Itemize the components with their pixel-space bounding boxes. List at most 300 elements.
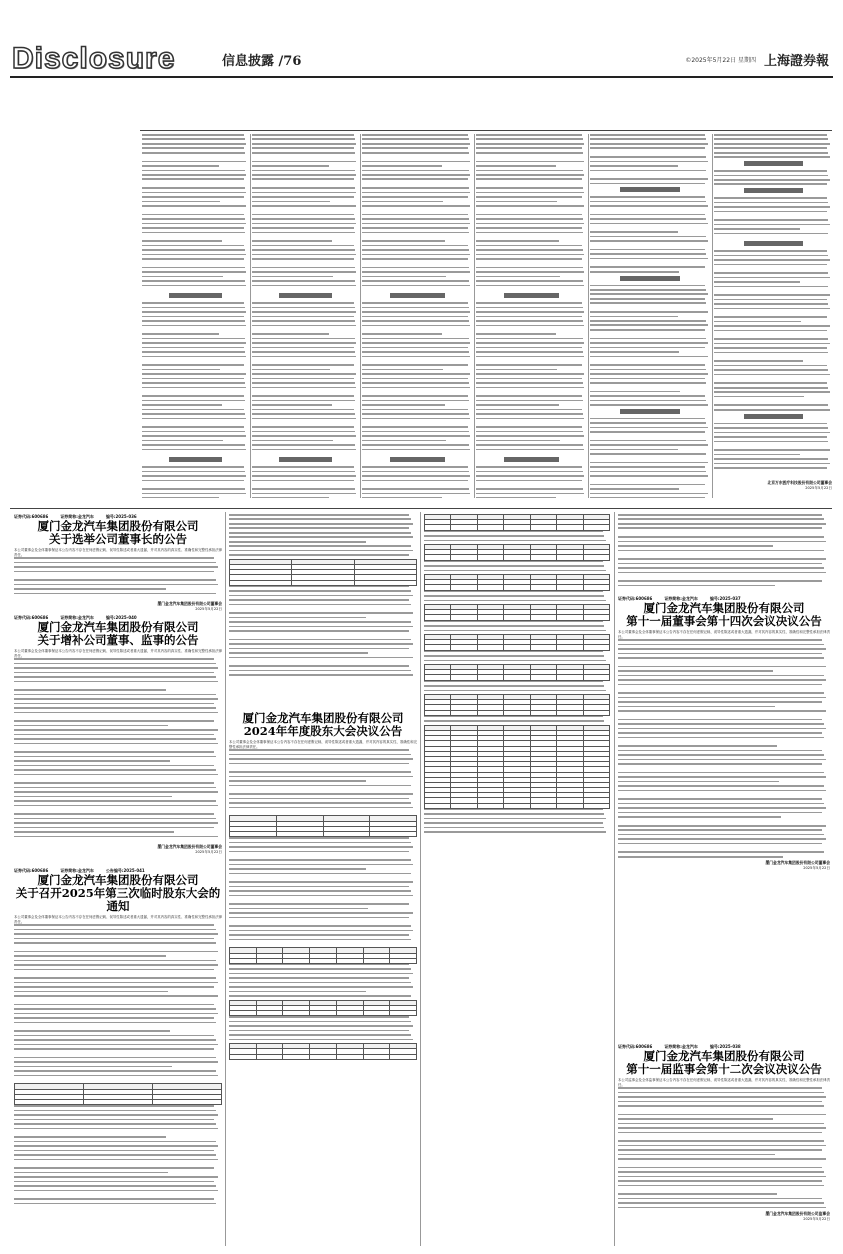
text-line <box>618 776 826 778</box>
ann-title-1: 厦门金龙汽车集团股份有限公司 <box>643 601 805 615</box>
text-line <box>714 458 828 460</box>
text-line <box>14 1203 216 1205</box>
table-row <box>230 831 417 836</box>
text-line <box>618 644 824 646</box>
text-line <box>252 249 355 251</box>
text-line <box>229 912 413 914</box>
table-cell <box>451 525 477 530</box>
text-line <box>362 178 468 180</box>
table-row <box>230 958 417 963</box>
text-line <box>362 351 469 353</box>
announcement-chairman <box>14 514 222 614</box>
text-line <box>362 307 469 309</box>
text-line <box>476 311 584 313</box>
text-line <box>229 908 368 910</box>
text-line <box>714 294 830 296</box>
text-line <box>424 540 606 542</box>
text-line <box>590 253 706 255</box>
sub-heading-bar <box>620 409 680 414</box>
text-line <box>590 493 708 495</box>
sub-heading-bar <box>279 293 332 298</box>
table-row <box>425 615 610 620</box>
colB-top-text <box>229 514 417 710</box>
text-line <box>590 320 706 322</box>
table-cell <box>583 525 609 530</box>
text-line <box>252 320 355 322</box>
ann-body <box>618 1087 830 1208</box>
text-line <box>714 179 830 181</box>
table-cell <box>530 525 556 530</box>
table-cell <box>283 1054 310 1059</box>
text-line <box>618 1096 826 1098</box>
text-line <box>14 566 218 568</box>
text-line <box>590 373 708 375</box>
text-line <box>476 223 584 225</box>
text-line <box>590 418 705 420</box>
text-line <box>476 382 583 384</box>
voting-table <box>424 574 610 591</box>
vsep <box>420 512 421 1246</box>
text-line <box>142 147 244 149</box>
text-line <box>424 827 604 829</box>
text-line <box>618 639 822 641</box>
text-line <box>476 143 584 145</box>
sub-heading-bar <box>504 293 559 298</box>
text-line <box>252 497 329 498</box>
text-line <box>590 324 708 326</box>
table-cell <box>336 1011 363 1016</box>
text-line <box>229 780 366 782</box>
text-line <box>142 493 246 495</box>
text-line <box>142 276 223 278</box>
text-line <box>590 311 708 313</box>
announcement-egm-notice <box>14 868 222 1246</box>
text-line <box>618 1127 826 1129</box>
text-line <box>142 400 245 402</box>
text-line <box>229 518 411 520</box>
text-line <box>590 449 678 451</box>
vsep <box>250 134 251 498</box>
text-line <box>14 1150 214 1152</box>
text-line <box>14 658 214 660</box>
text-line <box>252 178 354 180</box>
text-line <box>14 769 216 771</box>
text-line <box>424 809 603 811</box>
text-line <box>252 271 356 273</box>
text-line <box>618 1167 822 1169</box>
upper-sig-org: 北京万东医疗科技股份有限公司董事会 <box>767 480 832 485</box>
text-line <box>476 333 556 335</box>
text-line <box>229 630 409 632</box>
text-line <box>252 356 356 358</box>
text-line <box>476 369 557 371</box>
text-line <box>476 258 582 260</box>
ann-title-2: 2024年年度股东大会决议公告 <box>243 724 403 738</box>
voting-table <box>229 815 417 837</box>
text-line <box>362 404 445 406</box>
text-line <box>14 991 168 993</box>
text-line <box>590 316 678 318</box>
text-line <box>714 352 828 354</box>
table-row <box>425 525 610 530</box>
voting-table <box>424 604 610 621</box>
text-line <box>362 356 470 358</box>
text-line <box>229 793 413 795</box>
text-line <box>229 925 411 927</box>
text-line <box>362 245 468 247</box>
text-line <box>252 245 354 247</box>
text-line <box>424 813 604 815</box>
text-line <box>590 298 705 300</box>
text-line <box>590 196 705 198</box>
text-line <box>714 308 830 310</box>
text-line <box>14 836 218 838</box>
table-cell <box>425 555 451 560</box>
text-line <box>362 426 468 428</box>
text-line <box>590 329 705 331</box>
text-line <box>618 1118 773 1120</box>
text-line <box>362 285 470 287</box>
text-line <box>590 471 706 473</box>
text-line <box>714 259 830 261</box>
text-line <box>714 170 827 172</box>
table-cell <box>336 1054 363 1059</box>
text-line <box>714 224 830 226</box>
text-line <box>142 413 245 415</box>
text-line <box>714 382 827 384</box>
text-line <box>476 373 584 375</box>
table-cell <box>283 1011 310 1016</box>
table-cell <box>557 585 583 590</box>
text-line <box>476 404 559 406</box>
text-line <box>618 843 822 845</box>
ann-title-2: 第十一届监事会第十二次会议决议公告 <box>626 1062 822 1076</box>
text-line <box>229 621 411 623</box>
text-line <box>142 192 246 194</box>
text-line <box>142 480 244 482</box>
text-line <box>14 933 218 935</box>
text-line <box>714 347 827 349</box>
text-line <box>362 378 468 380</box>
upper-col-6 <box>714 134 832 474</box>
vsep <box>474 134 475 498</box>
text-line <box>229 868 366 870</box>
upper-col-3 <box>362 134 472 498</box>
text-line <box>590 143 708 145</box>
text-line <box>476 174 584 176</box>
text-line <box>142 378 244 380</box>
text-line <box>476 205 584 207</box>
text-line <box>14 818 216 820</box>
ann-title-1: 厦门金龙汽车集团股份有限公司 <box>242 712 404 725</box>
text-line <box>476 316 582 318</box>
text-line <box>424 660 606 662</box>
text-line <box>142 409 244 411</box>
ann-sig: 厦门金龙汽车集团股份有限公司董事会 <box>157 601 222 607</box>
text-line <box>252 466 354 468</box>
text-line <box>14 1176 218 1178</box>
text-line <box>14 986 214 988</box>
text-line <box>14 676 216 678</box>
text-line <box>14 1145 218 1147</box>
text-line <box>142 174 246 176</box>
text-line <box>590 214 705 216</box>
text-line <box>229 541 366 543</box>
text-line <box>424 818 606 820</box>
table-cell <box>530 585 556 590</box>
text-line <box>714 286 828 288</box>
table-cell <box>557 525 583 530</box>
text-line <box>590 431 705 433</box>
section-title: 信息披露 /76 <box>222 54 302 69</box>
header-rule <box>10 76 833 78</box>
ann-body <box>618 639 830 857</box>
text-line <box>618 812 822 814</box>
text-line <box>14 787 216 789</box>
text-line <box>229 595 413 597</box>
table-row <box>230 1054 417 1059</box>
text-line <box>229 977 409 979</box>
text-line <box>590 427 708 429</box>
text-line <box>618 838 826 840</box>
text-line <box>14 805 218 807</box>
text-line <box>618 1145 826 1147</box>
text-line <box>362 170 469 172</box>
table-cell <box>583 675 609 680</box>
table-cell <box>230 580 292 585</box>
text-line <box>476 444 583 446</box>
text-line <box>229 807 413 809</box>
text-line <box>362 205 470 207</box>
sub-heading-bar <box>620 276 680 281</box>
text-line <box>229 939 411 941</box>
text-line <box>229 523 413 525</box>
text-line <box>142 240 222 242</box>
text-line <box>590 183 705 185</box>
text-line <box>252 369 330 371</box>
text-line <box>229 851 409 853</box>
text-line <box>362 316 468 318</box>
text-line <box>252 373 356 375</box>
text-line <box>14 743 218 745</box>
text-line <box>252 404 332 406</box>
text-line <box>618 684 822 686</box>
ann-body <box>14 557 222 594</box>
text-line <box>252 471 355 473</box>
text-line <box>618 737 824 739</box>
text-line <box>476 395 582 397</box>
text-line <box>476 232 583 234</box>
text-line <box>362 400 469 402</box>
text-line <box>590 201 706 203</box>
sub-heading-bar <box>390 293 445 298</box>
text-line <box>142 280 245 282</box>
text-line <box>714 303 828 305</box>
text-line <box>142 245 244 247</box>
table-cell <box>354 580 416 585</box>
text-line <box>142 196 244 198</box>
text-line <box>229 665 409 667</box>
text-line <box>14 751 214 753</box>
text-line <box>362 413 469 415</box>
text-line <box>618 545 773 547</box>
text-line <box>362 382 469 384</box>
text-line <box>476 152 583 154</box>
voting-table <box>424 544 610 561</box>
text-line <box>14 791 218 793</box>
text-line <box>476 364 582 366</box>
text-line <box>618 527 822 529</box>
text-line <box>142 471 245 473</box>
text-line <box>590 293 708 295</box>
text-line <box>14 1022 216 1024</box>
text-line <box>590 138 706 140</box>
text-line <box>618 648 826 650</box>
text-line <box>252 223 356 225</box>
text-line <box>424 690 606 692</box>
text-line <box>590 466 705 468</box>
upper-sig-date: 2025年5月22日 <box>805 486 832 490</box>
text-line <box>14 720 214 722</box>
table-cell <box>477 525 503 530</box>
text-line <box>142 249 245 251</box>
ann-title-1: 厦门金龙汽车集团股份有限公司 <box>37 620 199 634</box>
text-line <box>229 864 413 866</box>
text-line <box>362 223 470 225</box>
text-line <box>590 364 705 366</box>
text-line <box>252 409 354 411</box>
text-line <box>476 249 583 251</box>
table-row <box>230 1011 417 1016</box>
text-line <box>618 550 824 552</box>
sub-heading-bar <box>169 293 222 298</box>
text-line <box>424 630 606 632</box>
text-line <box>714 396 804 398</box>
table-cell <box>451 803 477 808</box>
text-line <box>362 440 446 442</box>
text-line <box>229 842 411 844</box>
text-line <box>229 590 411 592</box>
text-line <box>229 986 413 988</box>
text-line <box>424 720 604 722</box>
text-line <box>590 440 706 442</box>
text-line <box>618 706 775 708</box>
text-line <box>476 240 559 242</box>
text-line <box>618 856 783 858</box>
text-line <box>362 165 442 167</box>
text-line <box>618 1185 824 1187</box>
text-line <box>362 218 469 220</box>
text-line <box>252 280 355 282</box>
table-cell <box>477 615 503 620</box>
text-line <box>252 431 355 433</box>
voting-table <box>424 514 610 531</box>
text-line <box>142 165 219 167</box>
ann-notice: 本公司董事会及全体董事保证本公告内容不存在任何虚假记载、误导性陈述或者重大遗漏，并对其内容的真实性、准确性和完整性承担法律责任。 <box>14 915 222 924</box>
text-line <box>14 689 166 691</box>
text-line <box>142 311 246 313</box>
text-line <box>252 333 329 335</box>
text-line <box>476 497 556 498</box>
sub-heading-bar <box>279 457 332 462</box>
text-line <box>142 395 244 397</box>
text-line <box>714 233 828 235</box>
text-line <box>142 364 244 366</box>
text-line <box>252 440 333 442</box>
text-line <box>476 227 582 229</box>
text-line <box>14 969 214 971</box>
voting-table <box>14 1083 222 1105</box>
text-line <box>362 333 442 335</box>
text-line <box>142 435 246 437</box>
text-line <box>252 143 356 145</box>
announcement-agm-resolution <box>229 712 417 1246</box>
issue-date: ©2025年5月22日 星期四 <box>685 57 756 64</box>
text-line <box>618 1101 822 1103</box>
text-line <box>476 307 583 309</box>
text-line <box>142 440 223 442</box>
sub-heading-bar <box>744 241 803 246</box>
text-line <box>424 655 604 657</box>
text-line <box>362 480 468 482</box>
text-line <box>14 1167 214 1169</box>
text-line <box>590 453 706 455</box>
ann-body <box>229 749 417 1060</box>
text-line <box>476 435 584 437</box>
text-line <box>14 667 218 669</box>
text-line <box>252 387 356 389</box>
text-line <box>714 219 828 221</box>
text-line <box>362 395 468 397</box>
text-line <box>229 846 413 848</box>
voting-table <box>424 725 610 809</box>
text-line <box>14 1123 216 1125</box>
table-cell <box>425 645 451 650</box>
text-line <box>229 586 409 588</box>
text-line <box>362 364 468 366</box>
text-line <box>229 873 411 875</box>
text-line <box>714 321 801 323</box>
text-line <box>714 391 830 393</box>
text-line <box>14 827 214 829</box>
table-cell <box>557 803 583 808</box>
text-line <box>229 934 409 936</box>
table-cell <box>583 710 609 715</box>
table-row <box>425 585 610 590</box>
text-line <box>229 837 409 839</box>
text-line <box>476 267 583 269</box>
text-line <box>618 732 822 734</box>
text-line <box>618 1105 824 1107</box>
text-line <box>252 134 354 136</box>
colD-top-text <box>618 514 830 590</box>
text-line <box>362 325 470 327</box>
text-line <box>714 281 800 283</box>
ann-meta: 证券代码:600686 证券简称:金龙汽车 编号:2025-036 <box>14 514 137 519</box>
table-cell <box>530 710 556 715</box>
text-line <box>252 152 355 154</box>
text-line <box>362 134 468 136</box>
text-line <box>476 170 583 172</box>
table-row <box>425 803 610 808</box>
text-line <box>590 391 680 393</box>
text-line <box>476 187 583 189</box>
text-line <box>142 214 244 216</box>
text-line <box>362 311 470 313</box>
text-line <box>252 325 356 327</box>
ann-sig: 厦门金龙汽车集团股份有限公司监事会 <box>765 1211 830 1217</box>
text-line <box>362 431 469 433</box>
